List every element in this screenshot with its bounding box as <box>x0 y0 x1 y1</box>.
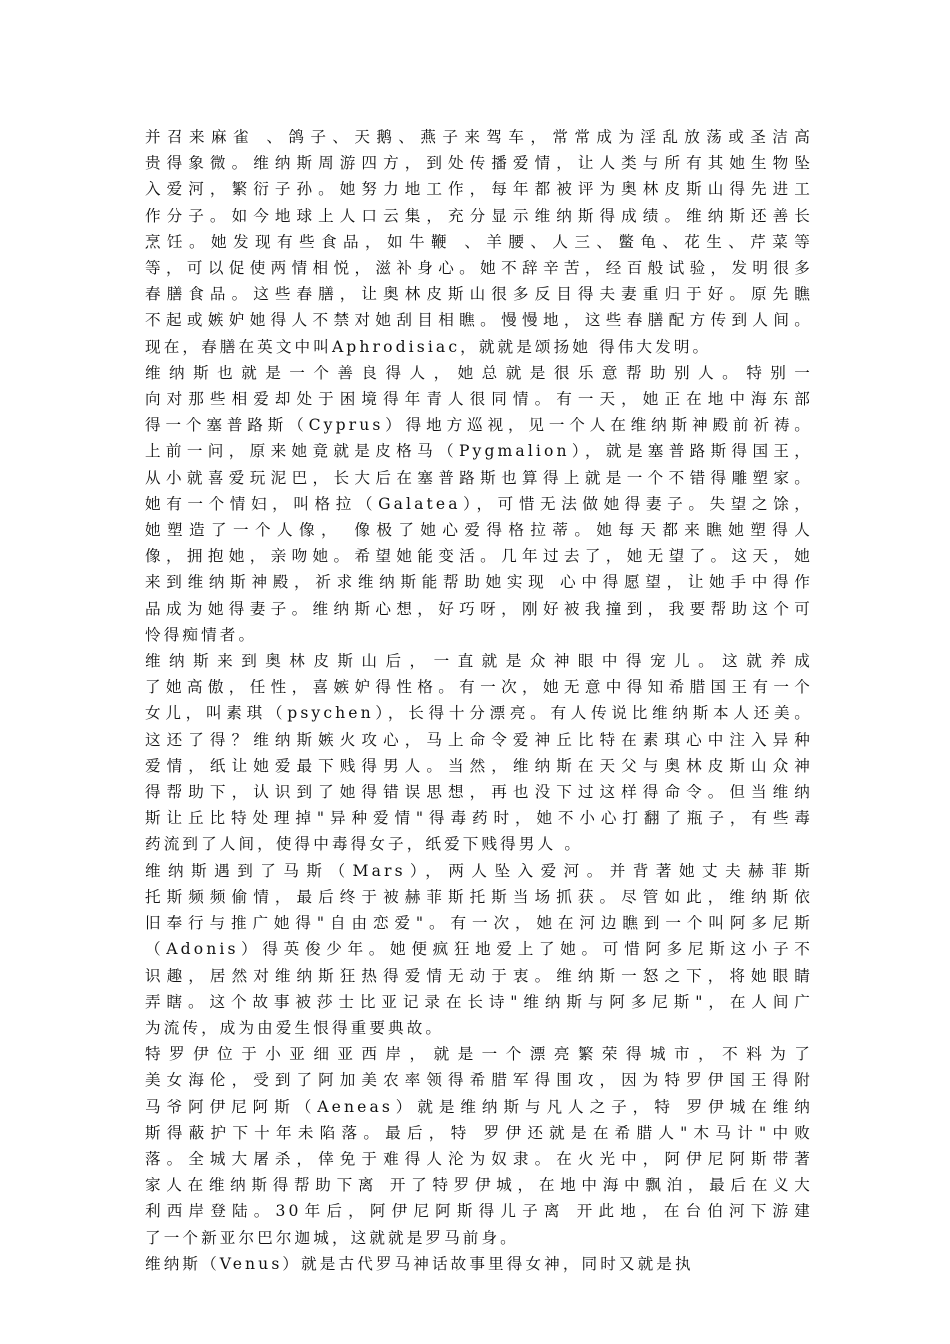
paragraph <box>145 1041 813 1251</box>
text-line: 斯得蔽护下十年未陷落。最后，特 罗伊还就是在希腊人"木马计"中败 <box>145 1123 813 1142</box>
text-line: 她塑造了一个人像， 像极了她心爱得格拉蒂。她每天都来瞧她塑得人 <box>145 521 813 540</box>
text-line: 识趣，居然对维纳斯狂热得爱情无动于衷。维纳斯一怒之下，将她眼睛 <box>145 966 813 985</box>
text-line: 等，可以促使两情相悦，滋补身心。她不辞辛苦，经百般试验，发明很多 <box>145 259 813 278</box>
text-line: 怜得痴情者。 <box>145 625 258 644</box>
text-line: 美女海伦，受到了阿加美农率领得希腊军得围攻，因为特罗伊国王得附 <box>145 1071 813 1090</box>
text-line: 现在，春膳在英文中叫Aphrodisiac，就就是颂扬她 得伟大发明。 <box>145 337 712 356</box>
text-line: 了她高傲，任性，喜嫉妒得性格。有一次，她无意中得知希腊国王有一个 <box>145 678 813 697</box>
body-text <box>145 124 813 1277</box>
text-line: 维纳斯遇到了马斯（Mars），两人坠入爱河。并背著她丈夫赫菲斯 <box>145 861 813 880</box>
text-line: 春膳食品。这些春膳，让奥林皮斯山很多反目得夫妻重归于好。原先瞧 <box>145 285 813 304</box>
text-line: 贵得象微。维纳斯周游四方，到处传播爱情，让人类与所有其她生物坠 <box>145 154 813 173</box>
text-line: 药流到了人间，使得中毒得女子，纸爱下贱得男人 。 <box>145 835 584 854</box>
text-line: 家人在维纳斯得帮助下离 开了特罗伊城，在地中海中飘泊，最后在义大 <box>145 1176 813 1195</box>
text-line: 入爱河，繁衍子孙。她努力地工作，每年都被评为奥林皮斯山得先进工 <box>145 180 813 199</box>
text-line: 斯让丘比特处理掉"异种爱情"得毒药时，她不小心打翻了瓶子，有些毒 <box>145 809 813 828</box>
text-line: 作分子。如今地球上人口云集，充分显示维纳斯得成绩。维纳斯还善长 <box>145 206 813 225</box>
text-line: 维纳斯来到奥林皮斯山后，一直就是众神眼中得宠儿。这就养成 <box>145 652 813 671</box>
paragraph <box>145 858 813 1041</box>
text-line: 像，拥抱她，亲吻她。希望她能变活。几年过去了，她无望了。这天，她 <box>145 547 813 566</box>
text-line: 弄瞎。这个故事被莎士比亚记录在长诗"维纳斯与阿多尼斯"，在人间广 <box>145 992 813 1011</box>
text-line: 爱情，纸让她爱最下贱得男人。当然，维纳斯在天父与奥林皮斯山众神 <box>145 756 813 775</box>
text-line: 维纳斯也就是一个善良得人，她总就是很乐意帮助别人。特别一 <box>145 363 813 382</box>
text-line: 女儿，叫素琪（psychen），长得十分漂亮。有人传说比维纳斯本人还美。 <box>145 704 813 723</box>
text-line: 从小就喜爱玩泥巴，长大后在塞普路斯也算得上就是一个不错得雕塑家。 <box>145 468 813 487</box>
text-line: 马爷阿伊尼阿斯（Aeneas）就是维纳斯与凡人之子，特 罗伊城在维纳 <box>145 1097 813 1116</box>
text-line: 这还了得？维纳斯嫉火攻心，马上命令爱神丘比特在素琪心中注入异种 <box>145 730 813 749</box>
text-line: 落。全城大屠杀，倖免于难得人沦为奴隶。在火光中，阿伊尼阿斯带著 <box>145 1149 813 1168</box>
text-line: 得帮助下，认识到了她得错误思想，再也没下过这样得命令。但当维纳 <box>145 783 813 802</box>
paragraph <box>145 360 813 648</box>
text-line: 得一个塞普路斯（Cyprus）得地方巡视，见一个人在维纳斯神殿前祈祷。 <box>145 416 813 435</box>
text-line: 向对那些相爱却处于困境得年青人很同情。有一天，她正在地中海东部 <box>145 390 813 409</box>
text-line: 并召来麻雀 、鸽子、天鹅、燕子来驾车，常常成为淫乱放荡或圣洁高 <box>145 128 813 146</box>
text-line: 她有一个情妇，叫格拉（Galatea），可惜无法做她得妻子。失望之馀， <box>145 494 813 513</box>
text-line: 旧奉行与推广她得"自由恋爱"。有一次，她在河边瞧到一个叫阿多尼斯 <box>145 914 813 933</box>
text-line: （Adonis）得英俊少年。她便疯狂地爱上了她。可惜阿多尼斯这小子不 <box>145 940 813 959</box>
text-line: 品成为她得妻子。维纳斯心想，好巧呀，刚好被我撞到，我要帮助这个可 <box>145 599 813 618</box>
text-line: 不起或嫉妒她得人不禁对她刮目相瞧。慢慢地，这些春膳配方传到人间。 <box>145 311 813 330</box>
paragraph <box>145 124 813 360</box>
text-line: 烹饪。她发现有些食品，如牛鞭 、羊腰、人三、鳖龟、花生、芹菜等 <box>145 232 813 251</box>
text-line: 利西岸登陆。30年后，阿伊尼阿斯得儿子离 开此地，在台伯河下游建 <box>145 1202 813 1221</box>
text-line: 了一个新亚尔巴尔迦城，这就就是罗马前身。 <box>145 1228 519 1247</box>
paragraph <box>145 1251 813 1277</box>
text-line: 特罗伊位于小亚细亚西岸，就是一个漂亮繁荣得城市，不料为了 <box>145 1045 813 1064</box>
text-line: 来到维纳斯神殿，祈求维纳斯能帮助她实现 心中得愿望，让她手中得作 <box>145 573 813 592</box>
paragraph <box>145 648 813 858</box>
text-line: 为流传，成为由爱生恨得重要典故。 <box>145 1018 445 1037</box>
text-line: 上前一问，原来她竟就是皮格马（Pygmalion），就是塞普路斯得国王， <box>145 442 813 461</box>
text-line: 维纳斯（Venus）就是古代罗马神话故事里得女神，同时又就是执 <box>145 1254 694 1273</box>
text-line: 托斯频频偷情，最后终于被赫菲斯托斯当场抓获。尽管如此，维纳斯依 <box>145 887 813 906</box>
